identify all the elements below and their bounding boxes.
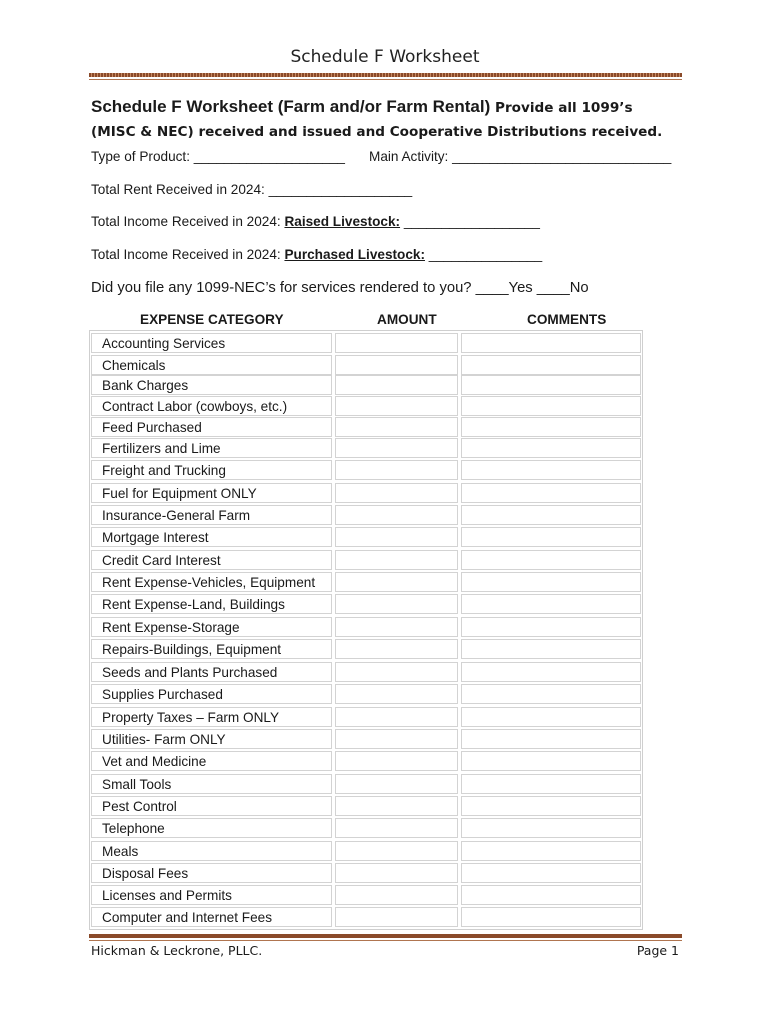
total-rent-field[interactable]: Total Rent Received in 2024: ___________________ xyxy=(91,182,413,197)
amount-input[interactable] xyxy=(335,707,458,727)
table-row xyxy=(91,774,641,794)
comments-input[interactable] xyxy=(461,527,641,547)
amount-input[interactable] xyxy=(335,527,458,547)
header-comments: COMMENTS xyxy=(527,312,607,327)
category-label: Computer and Internet Fees xyxy=(102,910,273,925)
table-row xyxy=(91,483,641,503)
category-cell xyxy=(91,396,332,416)
comments-input[interactable] xyxy=(461,729,641,749)
category-cell xyxy=(91,639,332,659)
amount-input[interactable] xyxy=(335,617,458,637)
category-label: Supplies Purchased xyxy=(102,687,223,702)
category-cell xyxy=(91,907,332,927)
footer-rule xyxy=(89,934,682,938)
category-label: Utilities- Farm ONLY xyxy=(102,732,226,747)
page-header-title: Schedule F Worksheet xyxy=(290,47,480,67)
amount-input[interactable] xyxy=(335,333,458,353)
comments-input[interactable] xyxy=(461,841,641,861)
table-row xyxy=(91,684,641,704)
category-label: Repairs-Buildings, Equipment xyxy=(102,642,282,657)
category-label: Rent Expense-Storage xyxy=(102,620,240,635)
heading-main: Schedule F Worksheet (Farm and/or Farm Rental) xyxy=(91,97,491,116)
category-cell xyxy=(91,885,332,905)
table-row xyxy=(91,818,641,838)
amount-input[interactable] xyxy=(335,438,458,458)
amount-input[interactable] xyxy=(335,483,458,503)
category-cell xyxy=(91,460,332,480)
table-row xyxy=(91,662,641,682)
category-label: Contract Labor (cowboys, etc.) xyxy=(102,399,288,414)
amount-input[interactable] xyxy=(335,841,458,861)
table-row xyxy=(91,438,641,458)
table-row xyxy=(91,505,641,525)
comments-input[interactable] xyxy=(461,684,641,704)
category-label: Bank Charges xyxy=(102,378,189,393)
amount-input[interactable] xyxy=(335,907,458,927)
category-cell xyxy=(91,841,332,861)
category-cell xyxy=(91,729,332,749)
category-cell xyxy=(91,796,332,816)
amount-input[interactable] xyxy=(335,751,458,771)
category-cell xyxy=(91,550,332,570)
category-cell xyxy=(91,505,332,525)
header-rule-thin xyxy=(89,79,682,80)
table-row xyxy=(91,572,641,592)
amount-input[interactable] xyxy=(335,594,458,614)
table-row xyxy=(91,355,641,375)
category-label: Accounting Services xyxy=(102,336,226,351)
category-label: Credit Card Interest xyxy=(102,553,221,568)
amount-input[interactable] xyxy=(335,774,458,794)
comments-input[interactable] xyxy=(461,460,641,480)
category-cell xyxy=(91,483,332,503)
table-row xyxy=(91,333,641,353)
heading-sub: Provide all 1099’s xyxy=(490,100,633,116)
amount-input[interactable] xyxy=(335,684,458,704)
category-label: Chemicals xyxy=(102,358,166,373)
table-row xyxy=(91,729,641,749)
heading-line2: (MISC & NEC) received and issued and Cooperative Distributions received. xyxy=(91,124,663,140)
comments-input[interactable] xyxy=(461,483,641,503)
category-cell xyxy=(91,617,332,637)
raised-blank: __________________ xyxy=(400,214,540,229)
raised-label: Raised Livestock: xyxy=(284,214,401,229)
purchased-prefix: Total Income Received in 2024: xyxy=(91,247,285,262)
table-row xyxy=(91,707,641,727)
category-label: Disposal Fees xyxy=(102,866,189,881)
purchased-blank: _______________ xyxy=(424,247,543,262)
type-of-product-field[interactable]: Type of Product: ____________________ xyxy=(91,149,345,164)
category-label: Rent Expense-Land, Buildings xyxy=(102,597,285,612)
header-expense-category: EXPENSE CATEGORY xyxy=(140,312,284,327)
category-cell xyxy=(91,355,332,375)
comments-input[interactable] xyxy=(461,885,641,905)
amount-input[interactable] xyxy=(335,396,458,416)
comments-input[interactable] xyxy=(461,617,641,637)
amount-input[interactable] xyxy=(335,460,458,480)
comments-input[interactable] xyxy=(461,417,641,437)
comments-input[interactable] xyxy=(461,639,641,659)
category-cell xyxy=(91,662,332,682)
category-cell xyxy=(91,572,332,592)
comments-input[interactable] xyxy=(461,707,641,727)
amount-input[interactable] xyxy=(335,729,458,749)
table-row xyxy=(91,751,641,771)
category-label: Fuel for Equipment ONLY xyxy=(102,486,257,501)
category-label: Telephone xyxy=(102,821,165,836)
header-amount: AMOUNT xyxy=(377,312,437,327)
nec-question[interactable]: Did you file any 1099-NEC’s for services rendered to you? ____Yes ____No xyxy=(91,280,589,296)
comments-input[interactable] xyxy=(461,774,641,794)
purchased-label: Purchased Livestock: xyxy=(284,247,425,262)
table-row xyxy=(91,796,641,816)
raised-prefix: Total Income Received in 2024: xyxy=(91,214,285,229)
worksheet-heading xyxy=(91,97,691,117)
footer-rule-thin xyxy=(89,940,682,941)
comments-input[interactable] xyxy=(461,550,641,570)
amount-input[interactable] xyxy=(335,885,458,905)
category-cell xyxy=(91,594,332,614)
comments-input[interactable] xyxy=(461,375,641,395)
category-label: Freight and Trucking xyxy=(102,463,226,478)
comments-input[interactable] xyxy=(461,396,641,416)
amount-input[interactable] xyxy=(335,355,458,375)
amount-input[interactable] xyxy=(335,375,458,395)
category-label: Property Taxes – Farm ONLY xyxy=(102,710,280,725)
comments-input[interactable] xyxy=(461,751,641,771)
amount-input[interactable] xyxy=(335,417,458,437)
table-row xyxy=(91,639,641,659)
amount-input[interactable] xyxy=(335,572,458,592)
comments-input[interactable] xyxy=(461,572,641,592)
category-label: Rent Expense-Vehicles, Equipment xyxy=(102,575,316,590)
table-row xyxy=(91,907,641,927)
category-cell xyxy=(91,375,332,395)
category-label: Mortgage Interest xyxy=(102,530,209,545)
category-cell xyxy=(91,417,332,437)
category-label: Fertilizers and Lime xyxy=(102,441,221,456)
category-label: Seeds and Plants Purchased xyxy=(102,665,278,680)
comments-input[interactable] xyxy=(461,796,641,816)
table-row xyxy=(91,375,641,395)
category-cell xyxy=(91,438,332,458)
amount-input[interactable] xyxy=(335,639,458,659)
category-label: Licenses and Permits xyxy=(102,888,232,903)
table-row xyxy=(91,841,641,861)
comments-input[interactable] xyxy=(461,438,641,458)
category-cell xyxy=(91,863,332,883)
amount-input[interactable] xyxy=(335,818,458,838)
table-row xyxy=(91,617,641,637)
category-cell xyxy=(91,333,332,353)
table-row xyxy=(91,417,641,437)
table-row xyxy=(91,885,641,905)
amount-input[interactable] xyxy=(335,505,458,525)
comments-input[interactable] xyxy=(461,355,641,375)
comments-input[interactable] xyxy=(461,907,641,927)
footer-page-number: Page 1 xyxy=(636,943,679,958)
amount-input[interactable] xyxy=(335,796,458,816)
category-label: Vet and Medicine xyxy=(102,754,207,769)
table-row xyxy=(91,396,641,416)
amount-input[interactable] xyxy=(335,662,458,682)
category-label: Insurance-General Farm xyxy=(102,508,251,523)
category-cell xyxy=(91,774,332,794)
purchased-livestock-field[interactable] xyxy=(91,247,542,262)
category-label: Feed Purchased xyxy=(102,420,202,435)
category-cell xyxy=(91,684,332,704)
category-cell xyxy=(91,707,332,727)
comments-input[interactable] xyxy=(461,594,641,614)
comments-input[interactable] xyxy=(461,863,641,883)
category-label: Pest Control xyxy=(102,799,177,814)
raised-livestock-field[interactable] xyxy=(91,214,540,229)
comments-input[interactable] xyxy=(461,662,641,682)
table-row xyxy=(91,527,641,547)
header-rule xyxy=(89,73,682,77)
main-activity-field[interactable]: Main Activity: _____________________________ xyxy=(369,149,672,164)
category-cell xyxy=(91,527,332,547)
category-label: Meals xyxy=(102,844,139,859)
footer-firm: Hickman & Leckrone, PLLC. xyxy=(91,943,263,958)
comments-input[interactable] xyxy=(461,333,641,353)
category-cell xyxy=(91,751,332,771)
category-label: Small Tools xyxy=(102,777,172,792)
amount-input[interactable] xyxy=(335,550,458,570)
table-row xyxy=(91,863,641,883)
table-row xyxy=(91,550,641,570)
table-row xyxy=(91,594,641,614)
table-row xyxy=(91,460,641,480)
comments-input[interactable] xyxy=(461,818,641,838)
comments-input[interactable] xyxy=(461,505,641,525)
amount-input[interactable] xyxy=(335,863,458,883)
category-cell xyxy=(91,818,332,838)
